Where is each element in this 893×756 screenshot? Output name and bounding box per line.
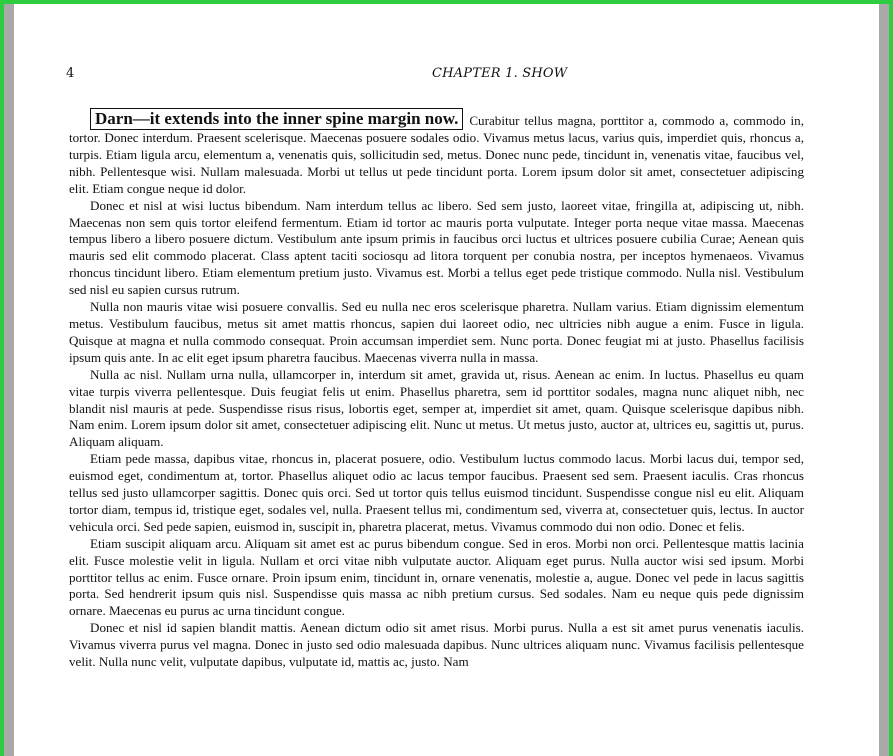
paragraph-4: Nulla ac nisl. Nullam urna nulla, ullamcorper in, interdum sit amet, gravida ut, risus. Aenean ac enim. In luctus. Phasellus eu quam vitae turpis viverra pellentesque. Duis feugiat felis ut enim. Phasellus pharetra, sem id porttitor sodales, magna nunc aliquet nibh, nec blandit nisl mauris at pede. Suspendisse risus risus, lobortis eget, semper at, imperdiet sit amet, quam. Quisque scelerisque dapibus nibh. Nam enim. Lorem ipsum dolor sit amet, consectetuer adipiscing elit. Nunc ut metus. Ut metus justo, auctor at, ultrices eu, sagittis ut, purus. Aliquam aliquam. [69,366,804,450]
body-text [69,108,804,671]
document-viewer[interactable] [4,4,889,756]
paragraph-1-text: Curabitur tellus magna, porttitor a, commodo a, commodo in, tortor. Donec interdum. Praesent scelerisque. Maecenas posuere sodales odio. Vivamus metus lacus, varius quis, imperdiet quis, rhoncus a, turpis. Etiam ligula arcu, elementum a, venenatis quis, sollicitudin sed, metus. Donec nunc pede, tincidunt in, venenatis vitae, faucibus vel, nibh. Pellentesque wisi. Nullam malesuada. Morbi ut tellus ut pede tincidunt porta. Lorem ipsum dolor sit amet, consectetuer adipiscing elit. Etiam congue neque id dolor. [69,113,804,196]
paragraph-5: Etiam pede massa, dapibus vitae, rhoncus in, placerat posuere, odio. Vestibulum luctus commodo lacus. Morbi lacus dui, tempor sed, euismod eget, condimentum at, tortor. Phasellus aliquet odio ac lacus tempor faucibus. Praesent sed sem. Praesent iaculis. Cras rhoncus tellus sed justo ullamcorper sagittis. Donec quis orci. Sed ut tortor quis tellus euismod tincidunt. Suspendisse congue nisl eu elit. Aliquam tortor diam, tempus id, tristique eget, sodales vel, nulla. Praesent tellus mi, condimentum sed, viverra at, consectetuer quis, lectus. In auctor vehicula orci. Sed pede sapien, euismod in, suscipit in, pharetra placerat, metus. Vivamus commodo dui non odio. Donec et felis. [69,451,804,534]
paragraph-1 [69,108,804,198]
boxed-heading: Darn—it extends into the inner spine margin now. [90,108,463,130]
paragraph-3: Nulla non mauris vitae wisi posuere convallis. Sed eu nulla nec eros scelerisque pharetra. Nullam varius. Etiam dignissim elementum metus. Vestibulum faucibus, metus sit amet mattis rhoncus, sapien dui laoreet odio, nec ultricies nibh augue a enim. Fusce in ligula. Quisque at magna et nulla commodo consequat. Proin accumsan imperdiet sem. Nunc porta. Donec feugiat mi at justo. Phasellus facilisis ipsum quis ante. In ac elit eget ipsum pharetra faucibus. Maecenas viverra nulla in massa. [69,299,804,365]
paragraph-6: Etiam suscipit aliquam arcu. Aliquam sit amet est ac purus bibendum congue. Sed in eros. Morbi non orci. Pellentesque mattis lacinia elit. Fusce molestie velit in ligula. Nullam et orci vitae nibh vulputate auctor. Aliquam eget purus. Nulla auctor wisi sed ipsum. Morbi porttitor tellus ac enim. Fusce ornare. Proin ipsum enim, tincidunt in, ornare venenatis, molestie a, augue. Donec vel pede in lacus sagittis porta. Sed hendrerit ipsum quis nisl. Suspendisse quis massa ac nibh pretium cursus. Sed sodales. Nam eu neque quis pede dignissim ornare. Maecenas eu purus ac urna tincidunt congue. [69,535,804,619]
paragraph-7: Donec et nisl id sapien blandit mattis. Aenean dictum odio sit amet risus. Morbi purus. Nulla a est sit amet purus venenatis iaculis. Vivamus viverra purus vel magna. Donec in justo sed odio malesuada dapibus. Nunc ultrices aliquam nunc. Vivamus facilisis pellentesque velit. Nulla nunc velit, vulputate dapibus, vulputate id, mattis ac, justo. Nam [69,620,804,670]
document-page [14,4,879,756]
paragraph-2: Donec et nisl at wisi luctus bibendum. Nam interdum tellus ac libero. Sed sem justo, laoreet vitae, fringilla at, adipiscing ut, nibh. Maecenas non sem quis tortor eleifend fermentum. Etiam id tortor ac mauris porta vulputate. Integer porta neque vitae massa. Maecenas tempus libero a libero posuere dictum. Vestibulum ante ipsum primis in faucibus orci luctus et ultrices posuere cubilia Curae; Aenean quis mauris sed elit commodo placerat. Class aptent taciti sociosqu ad litora torquent per conubia nostra, per inceptos hymenaeos. Vivamus rhoncus tincidunt libero. Etiam elementum pretium justo. Vivamus est. Morbi a tellus eget pede tristique commodo. Nulla nisl. Vestibulum sed nisl eu sapien cursus rutrum. [69,197,804,298]
chapter-title: CHAPTER 1. SHOW [432,66,568,81]
page-number: 4 [66,66,75,81]
